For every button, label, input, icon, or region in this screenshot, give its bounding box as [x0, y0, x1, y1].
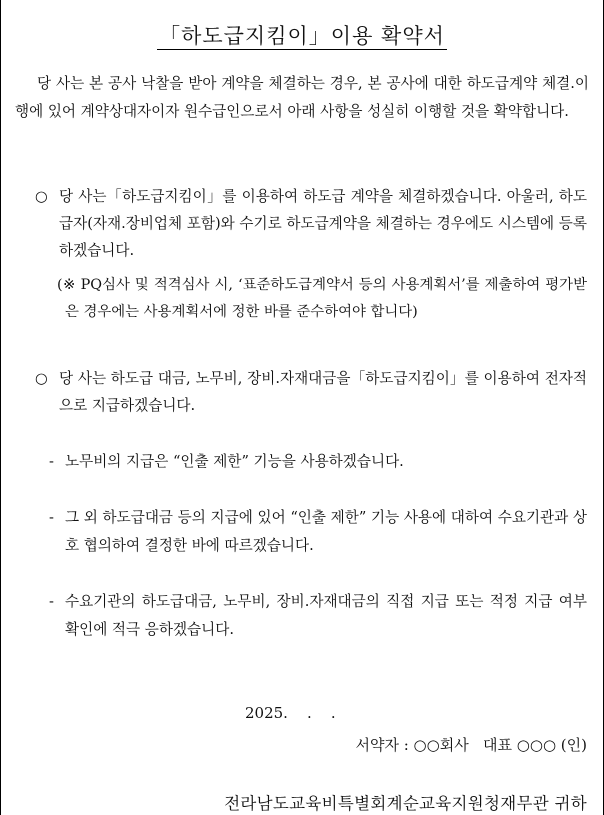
sub-item-direct-payment	[49, 588, 587, 644]
dash-bullet-icon: -	[49, 453, 54, 470]
pq-note: (※ PQ심사 및 적격심사 시, ‘표준하도급계약서 등의 사용계획서’를 제출하여 평가받은 경우에는 사용계획서에 정한 바를 준수하여야 합니다)	[57, 277, 587, 320]
sub-item-text: 수요기관의 하도급대금, 노무비, 장비.자재대금의 직접 지급 또는 적정 지급 여부 확인에 적극 응하겠습니다.	[65, 593, 587, 638]
circle-bullet-icon: ○	[35, 370, 48, 387]
pledge-item-text: 당 사는「하도급지킴이」를 이용하여 하도급 계약을 체결하겠습니다. 아울러, 하도급자(자재.장비업체 포함)와 수기로 하도급계약을 체결하는 경우에도 시스템에 등록하겠습니다.	[59, 188, 587, 259]
pledge-item-text: 당 사는 하도급 대금, 노무비, 장비.자재대금을「하도급지킴이」를 이용하여 전자적으로 지급하겠습니다.	[59, 370, 587, 414]
pledge-date: 2025. . .	[245, 704, 336, 722]
sub-item-text: 노무비의 지급은 “인출 제한” 기능을 사용하겠습니다.	[65, 453, 404, 470]
sub-item-text: 그 외 하도급대금 등의 지급에 있어 “인출 제한” 기능 사용에 대하여 수요기관과 상호 협의하여 결정한 바에 따르겠습니다.	[65, 509, 587, 554]
sub-item-withdrawal-limit	[49, 504, 587, 560]
document-title-text: 「하도급지킴이」이용 확약서	[159, 24, 445, 48]
sub-item-labor-cost	[49, 448, 587, 476]
signer-line: 서약자 : ○○회사 대표 ○○○ (인)	[355, 736, 587, 754]
circle-bullet-icon: ○	[35, 188, 48, 205]
dash-bullet-icon: -	[49, 593, 54, 610]
intro-paragraph: 당 사는 본 공사 낙찰을 받아 계약을 체결하는 경우, 본 공사에 대한 하도급계약 체결.이행에 있어 계약상대자이자 원수급인으로서 아래 사항을 성실히 이행할 것을 확약합니다.	[15, 75, 589, 120]
addressee: 전라남도교육비특별회계순교육지원청재무관 귀하	[224, 794, 587, 813]
document-title	[1, 20, 603, 50]
dash-bullet-icon: -	[49, 509, 54, 526]
pledge-item-system-registration	[35, 183, 587, 264]
pledge-item-electronic-payment	[35, 365, 587, 419]
